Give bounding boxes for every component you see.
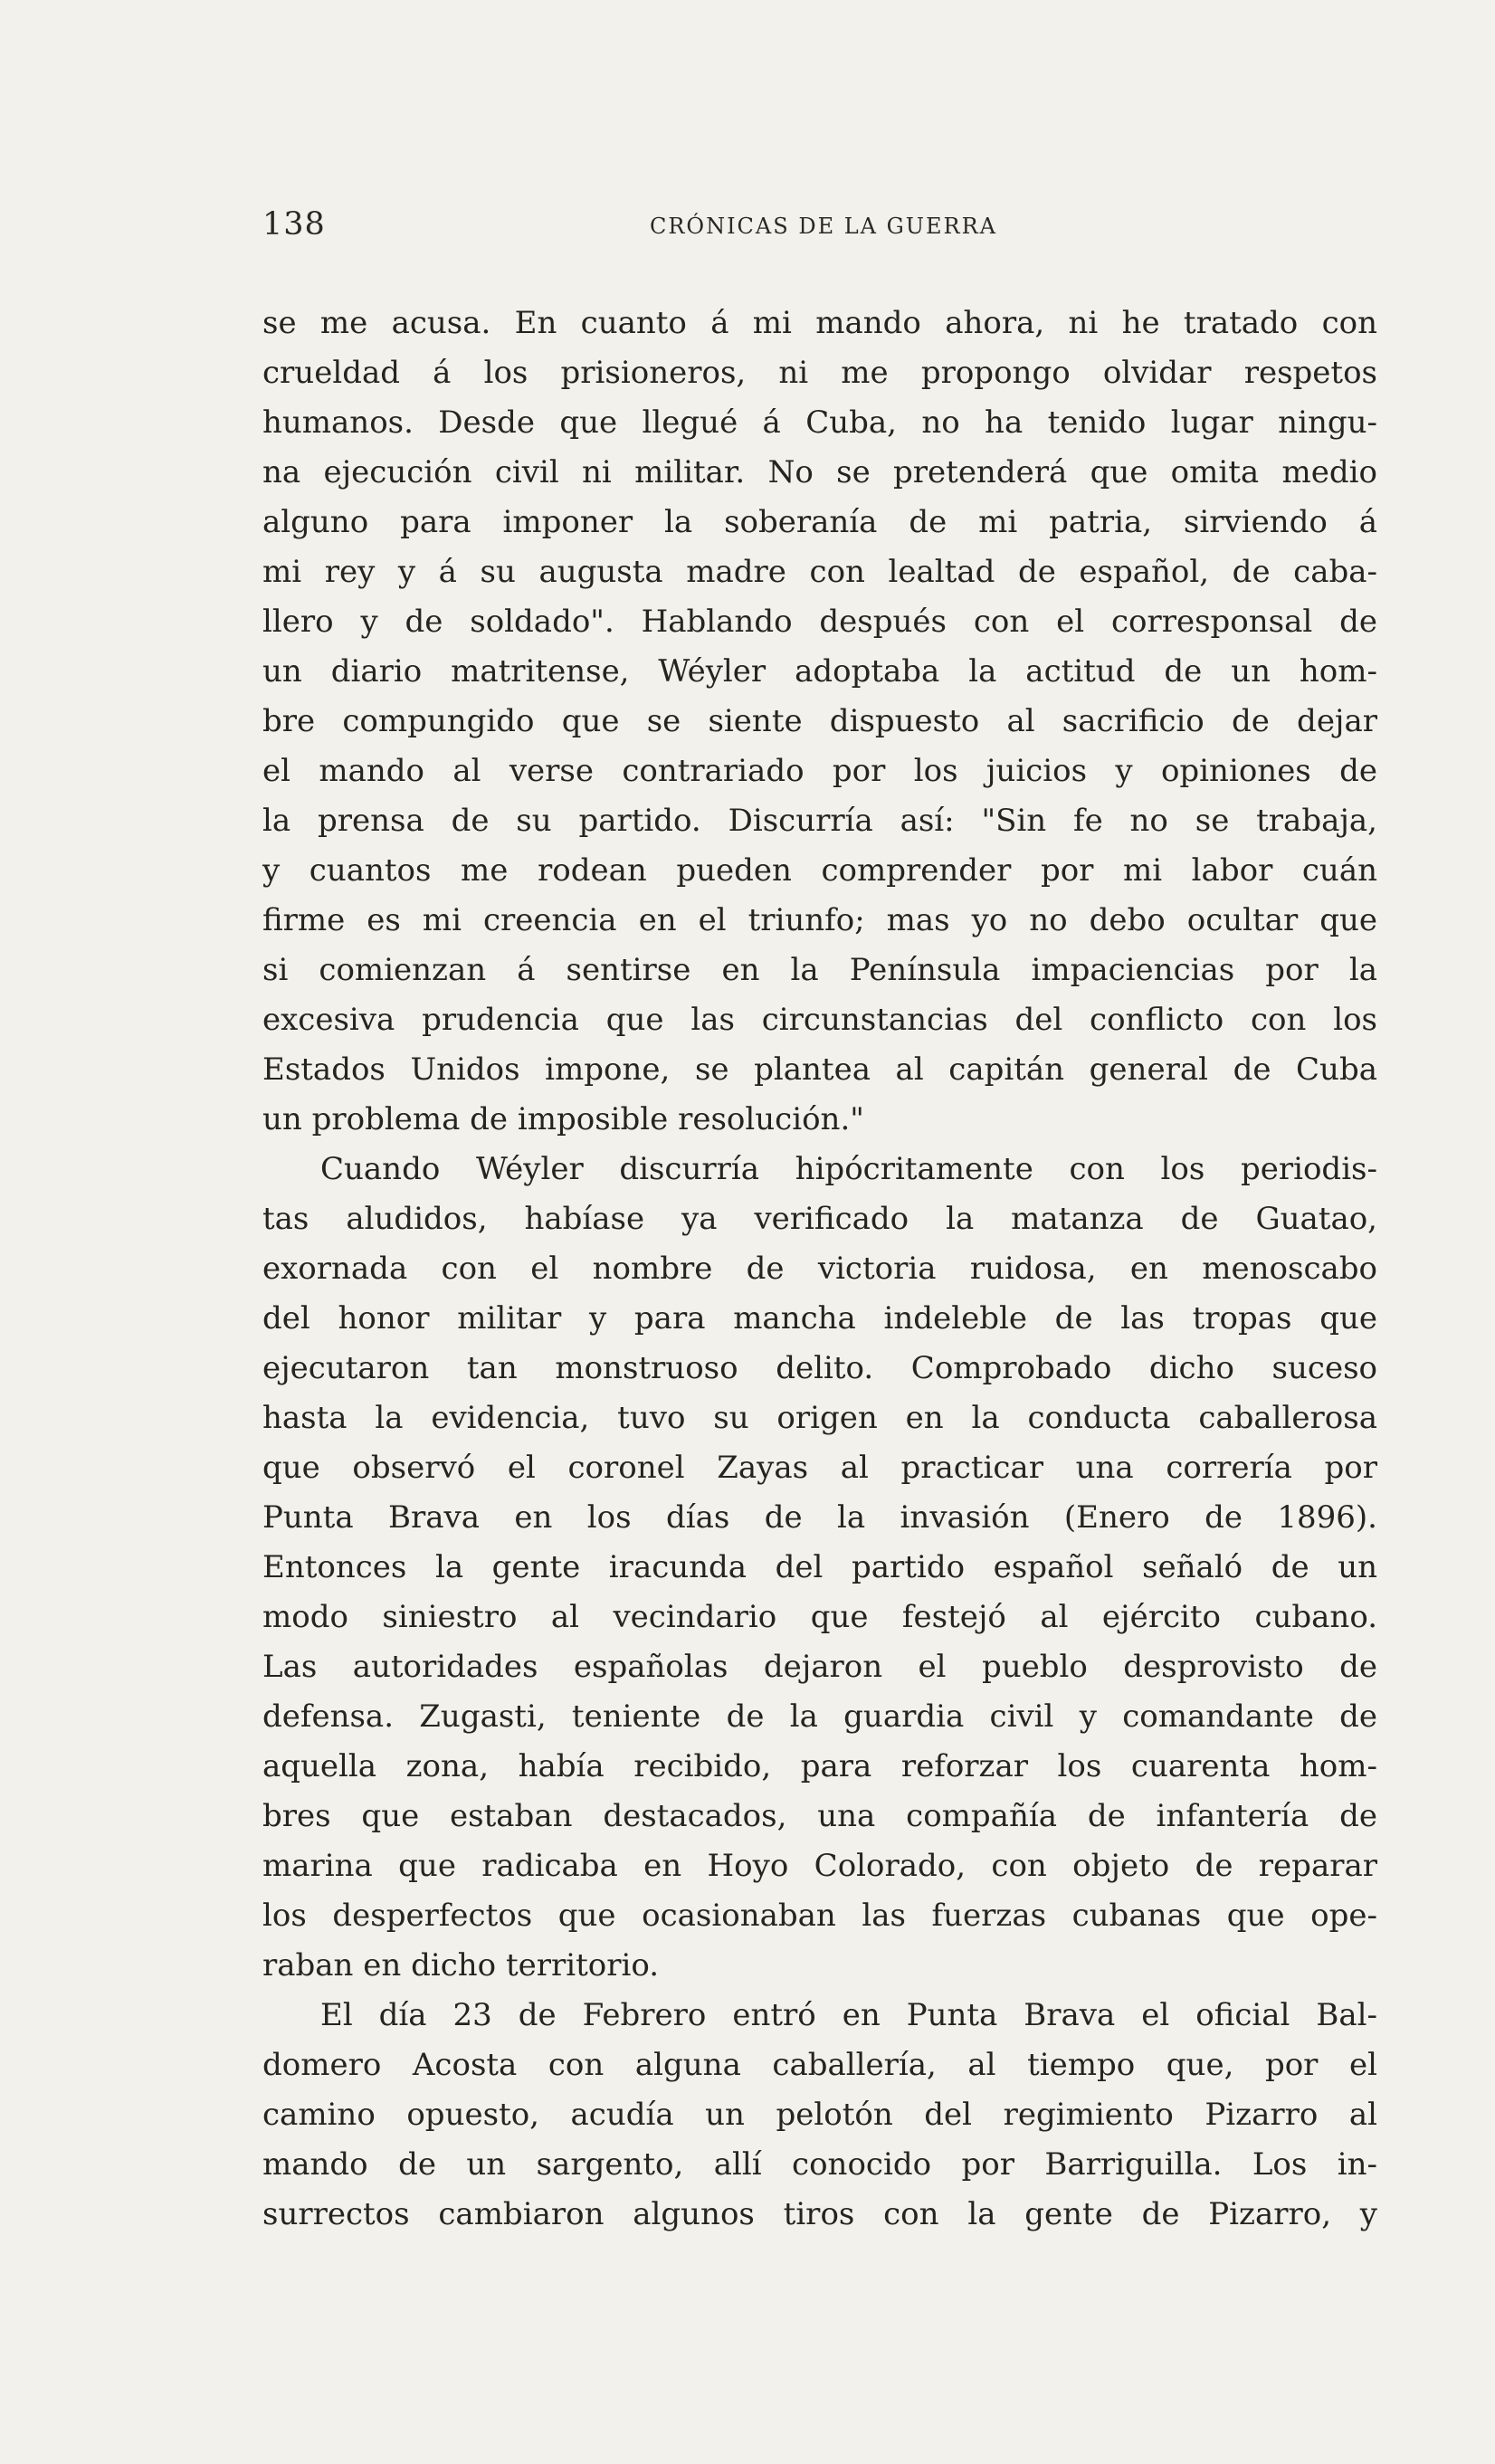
text-line: Cuando Wéyler discurría hipócritamente con los periodis-	[320, 1151, 1377, 1187]
page-number: 138	[262, 206, 326, 243]
text-line: domero Acosta con alguna caballería, al tiempo que, por el	[262, 2047, 1377, 2083]
text-line: crueldad á los prisioneros, ni me propongo olvidar respetos	[262, 355, 1377, 391]
text-line: la prensa de su partido. Discurría así: "Sin fe no se trabaja,	[262, 803, 1377, 839]
text-line: los desperfectos que ocasionaban las fuerzas cubanas que ope-	[262, 1898, 1377, 1934]
text-line: surrectos cambiaron algunos tiros con la gente de Pizarro, y	[262, 2196, 1377, 2232]
text-line: firme es mi creencia en el triunfo; mas yo no debo ocultar que	[262, 902, 1377, 938]
text-line: mi rey y á su augusta madre con lealtad de español, de caba-	[262, 554, 1377, 590]
text-line: que observó el coronel Zayas al practicar una correría por	[262, 1450, 1377, 1486]
text-line: si comienzan á sentirse en la Península impaciencias por la	[262, 952, 1377, 988]
text-line: del honor militar y para mancha indeleble de las tropas que	[262, 1300, 1377, 1337]
text-line: y cuantos me rodean pueden comprender por mi labor cuán	[262, 852, 1377, 889]
text-line: hasta la evidencia, tuvo su origen en la conducta caballerosa	[262, 1400, 1377, 1436]
text-line: El día 23 de Febrero entró en Punta Brava el oficial Bal-	[320, 1997, 1377, 2033]
text-line: ejecutaron tan monstruoso delito. Comprobado dicho suceso	[262, 1350, 1377, 1386]
text-line: raban en dicho territorio.	[262, 1947, 660, 1984]
text-line: mando de un sargento, allí conocido por Barriguilla. Los in-	[262, 2146, 1377, 2183]
text-line: llero y de soldado". Hablando después con el corresponsal de	[262, 604, 1377, 640]
text-line: un problema de imposible resolución."	[262, 1101, 864, 1137]
text-line: alguno para imponer la soberanía de mi patria, sirviendo á	[262, 504, 1377, 540]
page-header	[262, 206, 1385, 261]
text-line: exornada con el nombre de victoria ruidosa, en menoscabo	[262, 1251, 1377, 1287]
text-line: Entonces la gente iracunda del partido español señaló de un	[262, 1549, 1377, 1585]
text-line: el mando al verse contrariado por los juicios y opiniones de	[262, 753, 1377, 789]
text-line: tas aludidos, habíase ya verificado la matanza de Guatao,	[262, 1201, 1377, 1237]
text-line: modo siniestro al vecindario que festejó al ejército cubano.	[262, 1599, 1377, 1635]
text-line: humanos. Desde que llegué á Cuba, no ha tenido lugar ningu-	[262, 404, 1377, 441]
body-text	[262, 299, 1377, 2240]
text-line: se me acusa. En cuanto á mi mando ahora, ni he tratado con	[262, 305, 1377, 341]
text-line: Punta Brava en los días de la invasión (Enero de 1896).	[262, 1499, 1377, 1536]
text-line: marina que radicaba en Hoyo Colorado, con objeto de reparar	[262, 1848, 1377, 1884]
text-line: excesiva prudencia que las circunstancias del conflicto con los	[262, 1002, 1377, 1038]
text-line: bre compungido que se siente dispuesto al sacrificio de dejar	[262, 703, 1377, 739]
text-line: camino opuesto, acudía un pelotón del regimiento Pizarro al	[262, 2097, 1377, 2133]
text-line: bres que estaban destacados, una compañía de infantería de	[262, 1798, 1377, 1834]
text-line: aquella zona, había recibido, para reforzar los cuarenta hom-	[262, 1748, 1377, 1784]
text-line: un diario matritense, Wéyler adoptaba la actitud de un hom-	[262, 653, 1377, 690]
running-title: CRÓNICAS DE LA GUERRA	[649, 214, 998, 239]
text-line: Estados Unidos impone, se plantea al capitán general de Cuba	[262, 1051, 1377, 1088]
text-line: defensa. Zugasti, teniente de la guardia civil y comandante de	[262, 1698, 1377, 1735]
text-line: Las autoridades españolas dejaron el pueblo desprovisto de	[262, 1649, 1377, 1685]
text-line: na ejecución civil ni militar. No se pretenderá que omita medio	[262, 454, 1377, 490]
